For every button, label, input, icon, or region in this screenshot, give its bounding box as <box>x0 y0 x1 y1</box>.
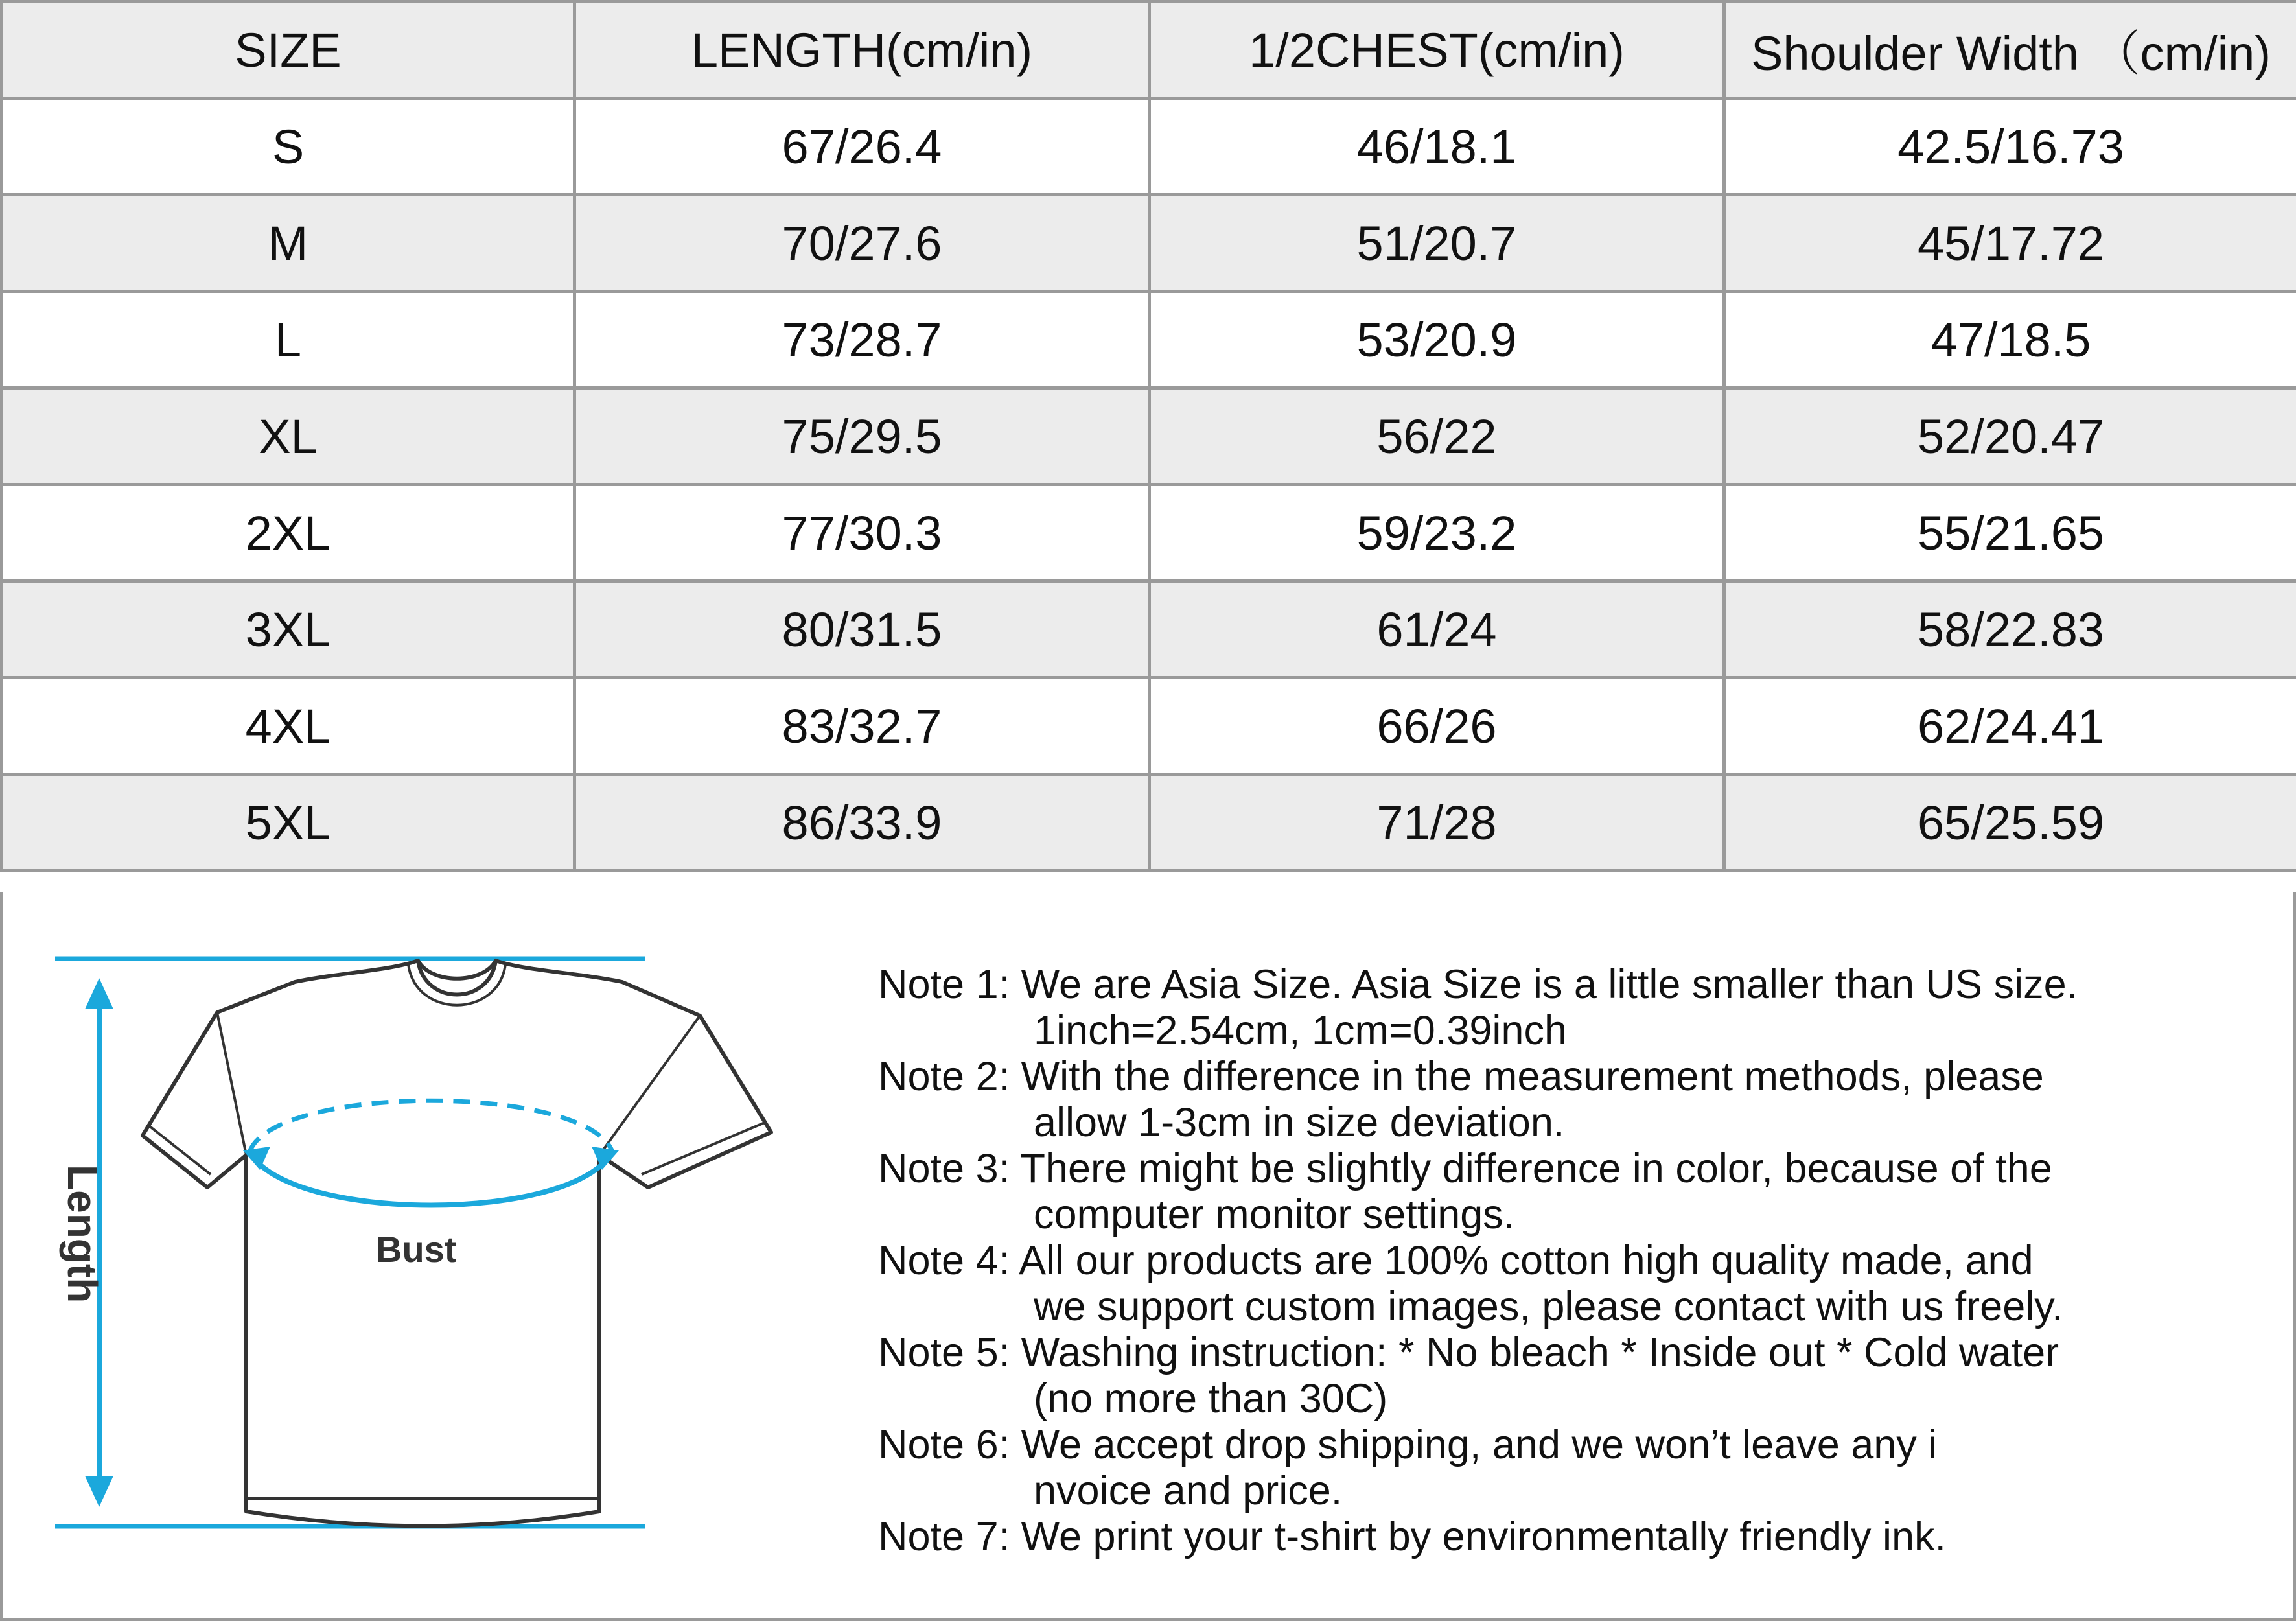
length-cell: 67/26.4 <box>575 99 1150 195</box>
length-cell: 73/28.7 <box>575 292 1150 388</box>
note-7 <box>878 1514 2252 1560</box>
note-6 <box>878 1422 2252 1514</box>
notes-panel <box>0 892 2296 1621</box>
note-2-line1: Note 2: With the difference in the measurement methods, please <box>878 1054 2044 1099</box>
note-6-line2: nvoice and price. <box>1034 1468 1343 1513</box>
length-arrow-head-top <box>85 978 113 1009</box>
size-cell: XL <box>2 388 575 485</box>
length-cell: 75/29.5 <box>575 388 1150 485</box>
shoulder-cell: 42.5/16.73 <box>1724 99 2296 195</box>
chest-cell: 46/18.1 <box>1150 99 1724 195</box>
header-length: LENGTH(cm/in) <box>575 2 1150 99</box>
header-row <box>2 2 2296 99</box>
note-5-line2: (no more than 30C) <box>1034 1376 1388 1421</box>
note-1 <box>878 962 2252 1054</box>
chest-cell: 71/28 <box>1150 775 1724 871</box>
chest-cell: 56/22 <box>1150 388 1724 485</box>
note-7-line1: Note 7: We print your t-shirt by environmentally friendly ink. <box>878 1514 1946 1559</box>
header-half-chest: 1/2CHEST(cm/in) <box>1150 2 1724 99</box>
length-cell: 80/31.5 <box>575 581 1150 678</box>
shoulder-cell: 45/17.72 <box>1724 195 2296 292</box>
size-cell: S <box>2 99 575 195</box>
tshirt-measurement-diagram <box>29 944 833 1567</box>
shoulder-cell: 65/25.59 <box>1724 775 2296 871</box>
size-cell: L <box>2 292 575 388</box>
note-2 <box>878 1054 2252 1146</box>
length-cell: 70/27.6 <box>575 195 1150 292</box>
table-row <box>2 485 2296 581</box>
length-cell: 86/33.9 <box>575 775 1150 871</box>
note-3-line1: Note 3: There might be slightly difference in color, because of the <box>878 1146 2052 1191</box>
note-5-line1: Note 5: Washing instruction: * No bleach * Inside out * Cold water <box>878 1330 2059 1375</box>
notes-list <box>878 962 2252 1560</box>
length-arrow-head-bottom <box>85 1476 113 1507</box>
chest-cell: 59/23.2 <box>1150 485 1724 581</box>
shoulder-cell: 58/22.83 <box>1724 581 2296 678</box>
bust-label: Bust <box>376 1229 457 1270</box>
length-label: Length <box>59 1165 106 1303</box>
note-2-line2: allow 1-3cm in size deviation. <box>1034 1100 1565 1145</box>
note-4-line1: Note 4: All our products are 100% cotton high quality made, and <box>878 1238 2034 1283</box>
chest-cell: 66/26 <box>1150 678 1724 775</box>
note-3-line2: computer monitor settings. <box>1034 1192 1515 1237</box>
table-row <box>2 775 2296 871</box>
header-size: SIZE <box>2 2 575 99</box>
chest-cell: 53/20.9 <box>1150 292 1724 388</box>
size-cell: 5XL <box>2 775 575 871</box>
note-6-line1: Note 6: We accept drop shipping, and we won’t leave any i <box>878 1422 1938 1467</box>
size-cell: 3XL <box>2 581 575 678</box>
chest-cell: 51/20.7 <box>1150 195 1724 292</box>
header-shoulder-width: Shoulder Width （cm/in) <box>1724 2 2296 99</box>
shoulder-cell: 62/24.41 <box>1724 678 2296 775</box>
shoulder-cell: 47/18.5 <box>1724 292 2296 388</box>
note-1-line1: Note 1: We are Asia Size. Asia Size is a little smaller than US size. <box>878 962 2078 1007</box>
table-row <box>2 99 2296 195</box>
note-4 <box>878 1238 2252 1330</box>
chest-cell: 61/24 <box>1150 581 1724 678</box>
size-cell: M <box>2 195 575 292</box>
note-3 <box>878 1146 2252 1238</box>
shoulder-cell: 52/20.47 <box>1724 388 2296 485</box>
note-5 <box>878 1330 2252 1422</box>
table-row <box>2 388 2296 485</box>
length-cell: 83/32.7 <box>575 678 1150 775</box>
note-4-line2: we support custom images, please contact with us freely. <box>1034 1284 2063 1329</box>
shoulder-cell: 55/21.65 <box>1724 485 2296 581</box>
table-row <box>2 581 2296 678</box>
note-1-line2: 1inch=2.54cm, 1cm=0.39inch <box>1034 1008 1567 1053</box>
size-cell: 4XL <box>2 678 575 775</box>
table-row <box>2 195 2296 292</box>
length-cell: 77/30.3 <box>575 485 1150 581</box>
table-row <box>2 292 2296 388</box>
size-cell: 2XL <box>2 485 575 581</box>
table-row <box>2 678 2296 775</box>
